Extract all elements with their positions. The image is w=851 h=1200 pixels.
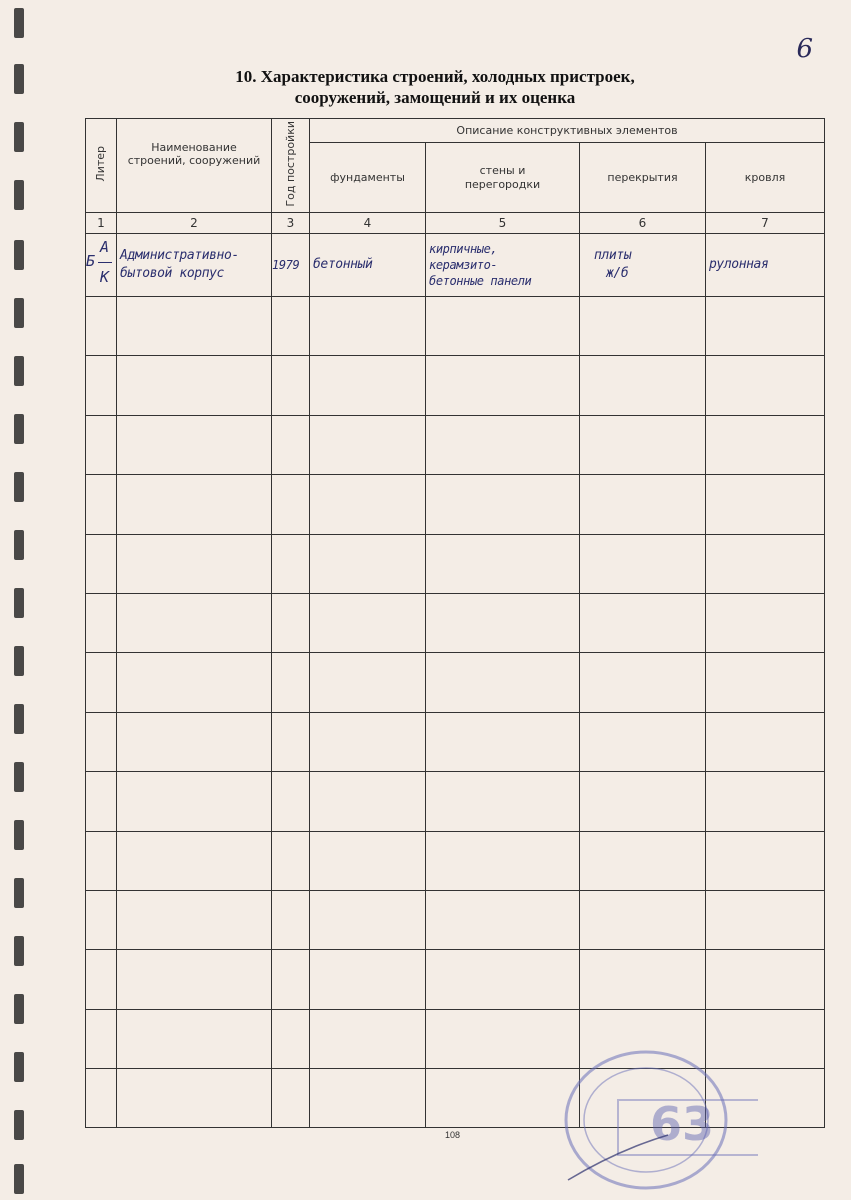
col-number: 6 (580, 213, 706, 234)
title-line-1: 10. Характеристика строений, холодных пристроек, (235, 67, 635, 86)
svg-text:63: 63 (650, 1097, 715, 1151)
cell-year: 1979 (272, 234, 310, 297)
header-floors: перекрытия (580, 143, 706, 213)
table-row-empty (86, 297, 825, 356)
header-roof: кровля (706, 143, 825, 213)
table-row-empty (86, 415, 825, 474)
table-row-empty (86, 534, 825, 593)
table-row-empty (86, 356, 825, 415)
table-row (86, 234, 825, 297)
table-row-empty (86, 593, 825, 652)
col-number: 7 (706, 213, 825, 234)
header-walls: стены и перегородки (426, 143, 580, 213)
header-litera: Литер (86, 119, 117, 213)
cell-floors: плиты ж/б (580, 234, 706, 297)
header-year: Год постройки (272, 119, 310, 213)
binding-holes (0, 0, 40, 1200)
header-foundation: фундаменты (310, 143, 426, 213)
cell-walls: кирпичные, керамзито- бетонные панели (426, 234, 580, 297)
table-row-empty (86, 475, 825, 534)
col-number: 2 (117, 213, 272, 234)
col-number: 4 (310, 213, 426, 234)
table-row-empty (86, 712, 825, 771)
col-number: 1 (86, 213, 117, 234)
table-row-empty (86, 772, 825, 831)
footer-page-number: 108 (445, 1130, 461, 1140)
cell-foundation: бетонный (310, 234, 426, 297)
cell-roof: рулонная (706, 234, 825, 297)
table-row-empty (86, 950, 825, 1009)
header-group-constructive: Описание конструктивных элементов (310, 119, 825, 143)
col-number: 3 (272, 213, 310, 234)
cell-name: Административно- бытовой корпус (117, 234, 272, 297)
round-seal-stamp (558, 1040, 758, 1190)
buildings-table (85, 118, 824, 1130)
cell-litera: А Б К (86, 234, 117, 297)
page-title (140, 66, 730, 108)
page-number: 6 (796, 34, 813, 64)
title-line-2: сооружений, замощений и их оценка (294, 88, 576, 107)
column-number-row (86, 213, 825, 234)
col-number: 5 (426, 213, 580, 234)
table-row-empty (86, 831, 825, 890)
table-row-empty (86, 890, 825, 949)
table-row-empty (86, 653, 825, 712)
header-name: Наименование строений, сооружений (117, 119, 272, 213)
